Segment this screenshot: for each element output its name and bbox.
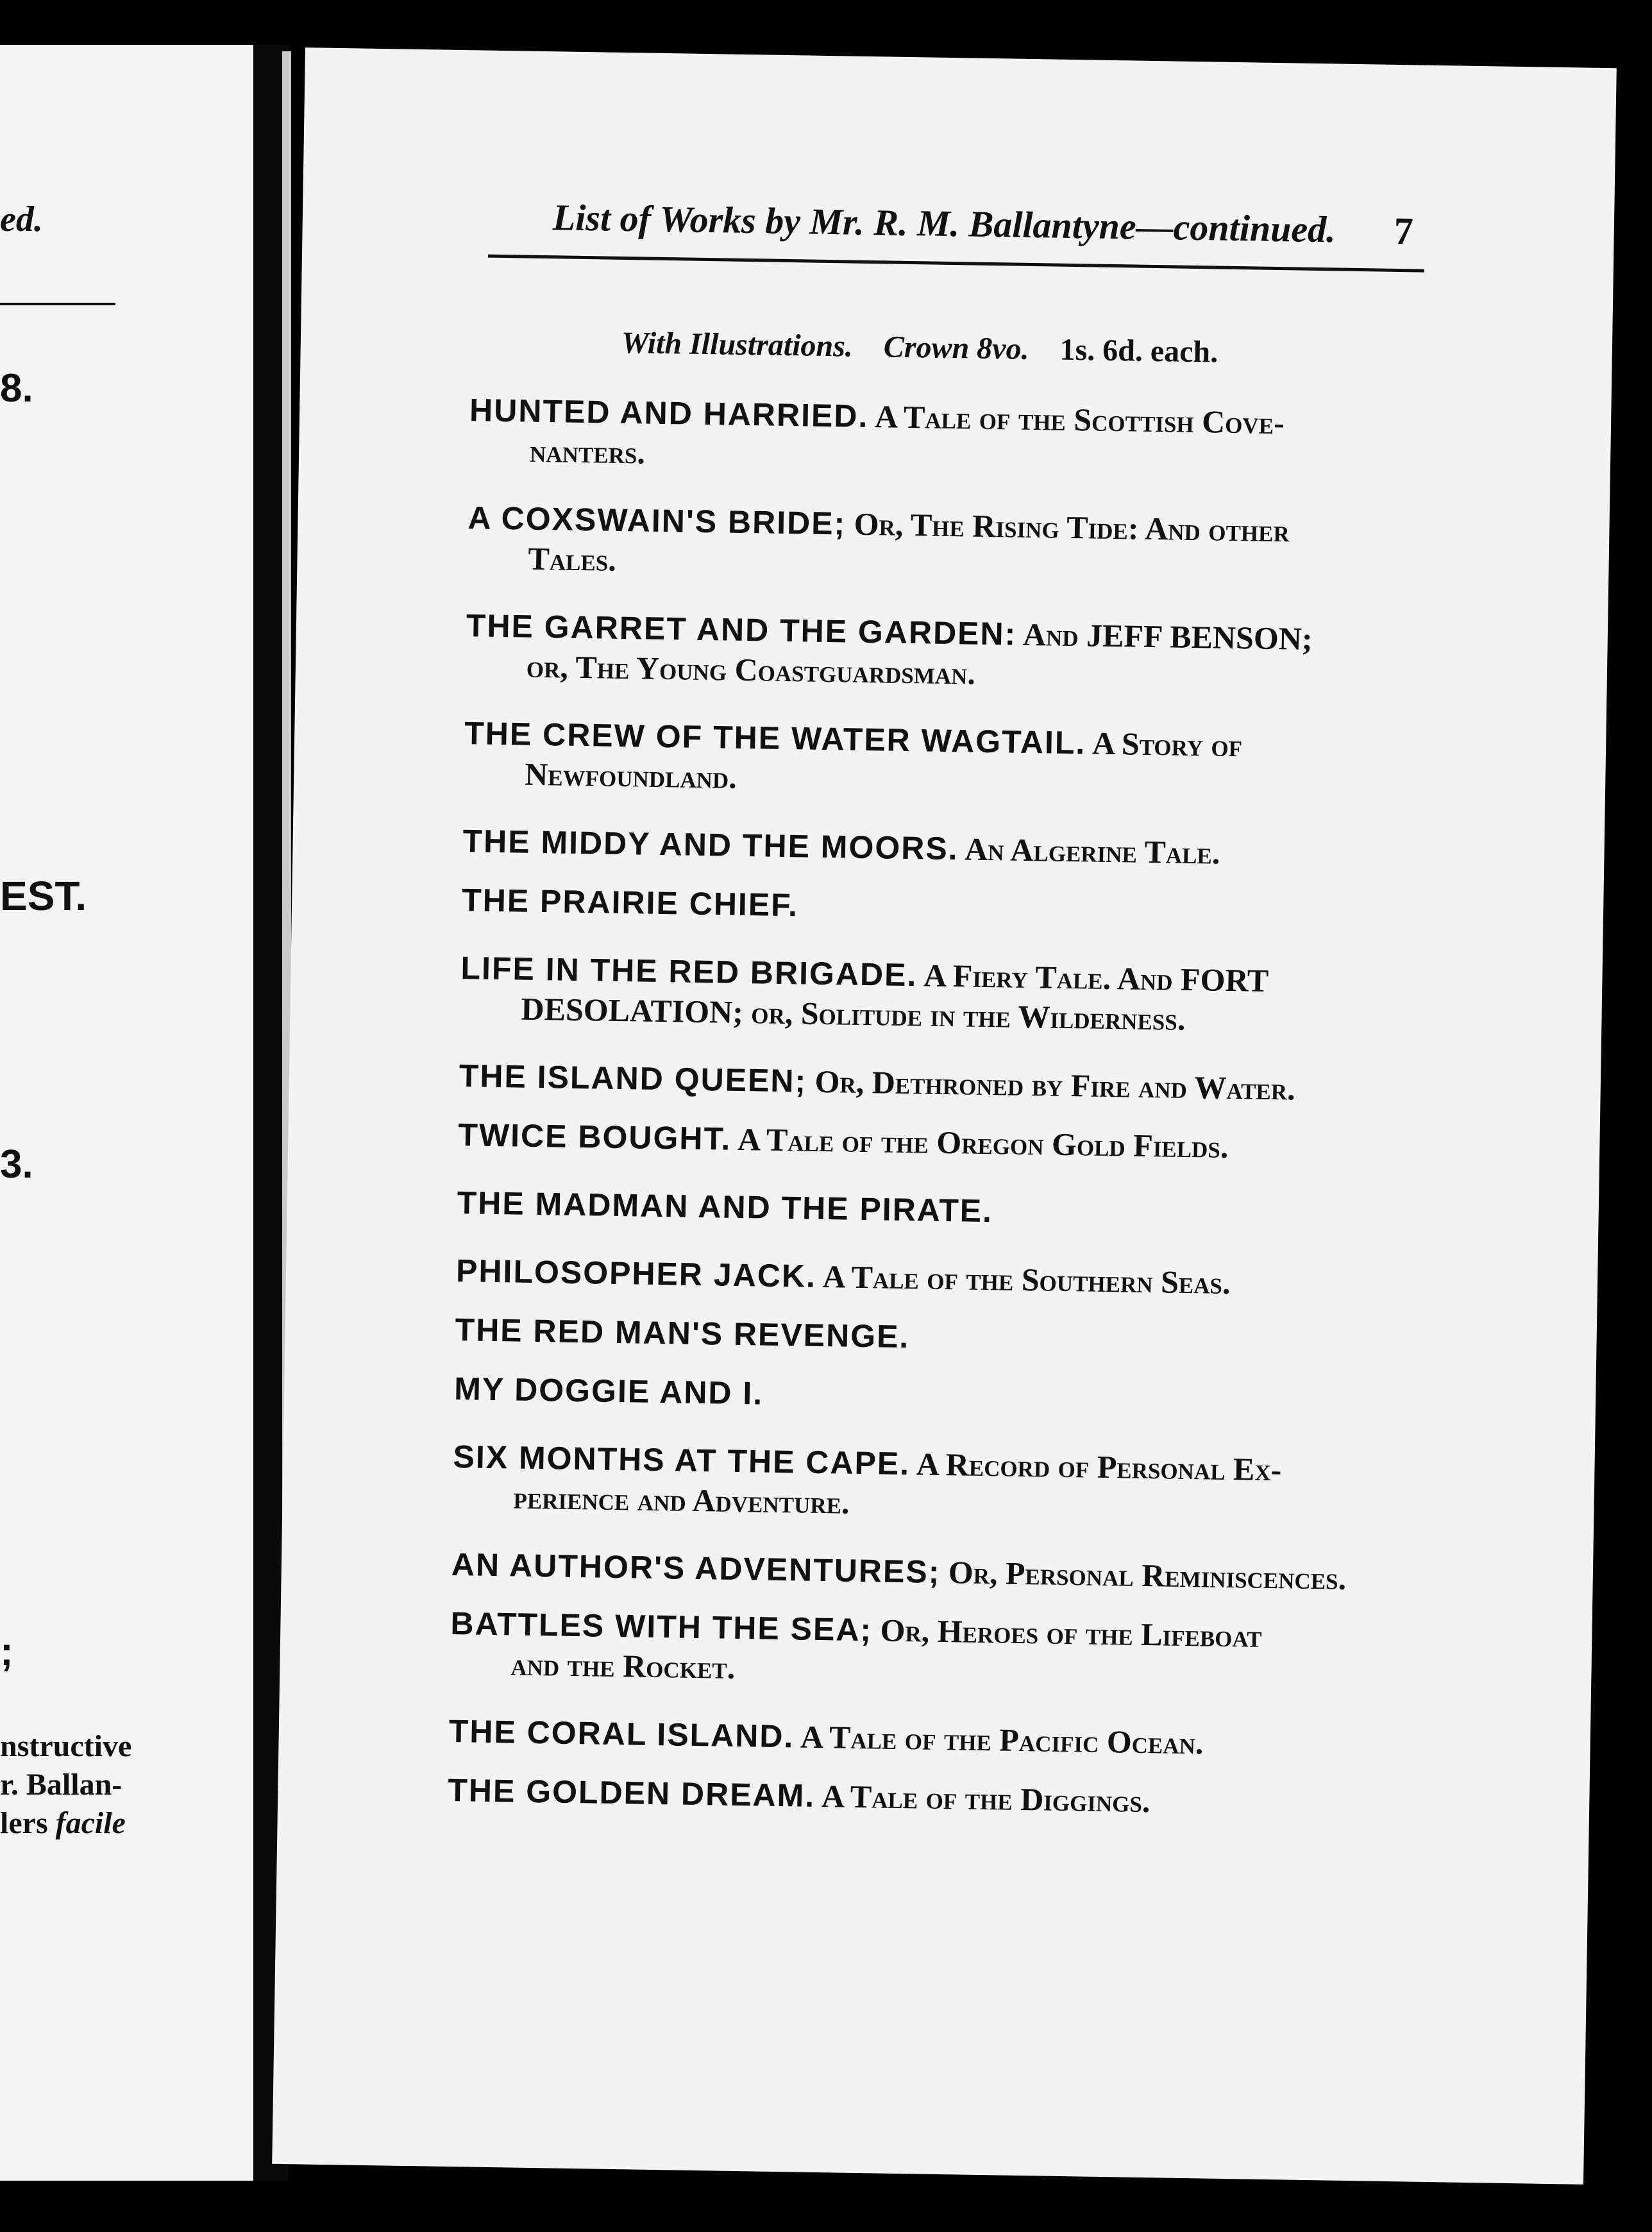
list-item xyxy=(462,880,1412,934)
left-fragment: nstructive xyxy=(0,1729,132,1763)
illustrations-note: With Illustrations. xyxy=(621,325,854,364)
left-fragment: 8. xyxy=(0,366,33,410)
work-title: HUNTED AND HARRIED. xyxy=(469,392,869,435)
format-line xyxy=(621,325,1218,370)
work-title: LIFE IN THE RED BRIGADE. xyxy=(460,950,918,993)
left-fragment: ; xyxy=(0,1630,13,1674)
left-fragment: r. Ballan- xyxy=(0,1768,122,1802)
list-item xyxy=(451,1544,1401,1599)
list-item xyxy=(462,821,1412,875)
list-item xyxy=(458,1115,1408,1169)
list-item xyxy=(464,713,1414,807)
work-title: PHILOSOPHER JACK. xyxy=(455,1253,817,1294)
left-fragment: lers xyxy=(0,1806,48,1840)
work-description: Or, Dethroned by Fire and Water. xyxy=(806,1063,1296,1107)
list-item xyxy=(455,1310,1404,1364)
work-title: MY DOGGIE AND I. xyxy=(453,1371,764,1412)
work-title: THE GARRET AND THE GARDEN: xyxy=(466,607,1017,652)
work-title: THE PRAIRIE CHIEF. xyxy=(461,882,799,924)
work-title: A COXSWAIN'S BRIDE; xyxy=(468,500,847,542)
work-description: Or, The Rising Tide: And other xyxy=(845,505,1290,549)
work-title: THE GOLDEN DREAM. xyxy=(447,1771,816,1814)
format-note: Crown 8vo. xyxy=(883,330,1029,366)
price-note: 1s. 6d. each. xyxy=(1059,332,1218,369)
left-header-rule xyxy=(0,303,115,305)
list-item xyxy=(465,605,1415,700)
list-item xyxy=(456,1251,1406,1305)
work-description: A Tale of the Oregon Gold Fields. xyxy=(730,1120,1229,1165)
right-page xyxy=(272,47,1617,2185)
list-item xyxy=(459,1056,1408,1110)
work-description: And JEFF BENSON; xyxy=(1016,616,1313,657)
work-description: A Story of xyxy=(1085,725,1243,764)
work-description: A Tale of the Southern Seas. xyxy=(816,1258,1231,1301)
list-item xyxy=(452,1437,1403,1531)
work-description-continued: Newfoundland. xyxy=(524,756,738,795)
list-item xyxy=(457,1183,1406,1237)
left-fragment-line xyxy=(0,1805,126,1841)
work-description-continued: perience and Adventure. xyxy=(513,1479,850,1521)
work-title: TWICE BOUGHT. xyxy=(458,1117,732,1157)
work-title: THE MIDDY AND THE MOORS. xyxy=(462,823,959,867)
work-title: AN AUTHOR'S ADVENTURES; xyxy=(451,1546,941,1590)
work-title: THE CREW OF THE WATER WAGTAIL. xyxy=(464,715,1086,761)
works-list xyxy=(447,390,1419,1853)
work-description: A Tale of the Pacific Ocean. xyxy=(793,1718,1204,1761)
left-fragment: EST. xyxy=(0,873,87,919)
work-description: A Record of Personal Ex- xyxy=(909,1446,1282,1488)
header-rule xyxy=(488,255,1424,273)
work-description: A Fiery Tale. And FORT xyxy=(916,957,1269,999)
work-title: THE CORAL ISLAND. xyxy=(448,1712,795,1755)
work-title: THE MADMAN AND THE PIRATE. xyxy=(457,1185,993,1230)
left-fragment: ed. xyxy=(0,199,43,239)
list-item xyxy=(467,498,1417,592)
work-description-continued: Tales. xyxy=(528,540,617,578)
work-description-continued: or, The Young Coastguardsman. xyxy=(526,648,976,691)
work-description: An Algerine Tale. xyxy=(958,831,1220,871)
list-item xyxy=(448,1711,1398,1766)
left-fragment: facile xyxy=(55,1806,126,1840)
list-item xyxy=(469,390,1419,484)
work-title: THE ISLAND QUEEN; xyxy=(459,1058,807,1099)
work-title: THE RED MAN'S REVENGE. xyxy=(455,1312,910,1355)
work-description-continued: and the Rocket. xyxy=(510,1646,736,1686)
list-item xyxy=(450,1603,1400,1698)
list-item xyxy=(448,1770,1397,1825)
work-description: Or, Heroes of the Lifeboat xyxy=(872,1612,1262,1654)
work-description: A Tale of the Scottish Cove- xyxy=(868,398,1285,441)
work-description: A Tale of the Diggings. xyxy=(814,1777,1150,1820)
running-title: List of Works by Mr. R. M. Ballantyne—continued. xyxy=(552,196,1336,251)
page-number: 7 xyxy=(1394,209,1414,253)
left-fragment: 3. xyxy=(0,1142,33,1187)
left-facing-page xyxy=(0,45,253,2181)
work-title: SIX MONTHS AT THE CAPE. xyxy=(453,1439,911,1482)
work-description: Or, Personal Reminiscences. xyxy=(940,1553,1347,1596)
work-title: BATTLES WITH THE SEA; xyxy=(450,1605,873,1648)
work-description-continued: DESOLATION; or, Solitude in the Wilderness. xyxy=(521,990,1186,1037)
list-item xyxy=(460,948,1410,1042)
list-item xyxy=(454,1369,1404,1423)
work-description-continued: nanters. xyxy=(529,432,646,471)
